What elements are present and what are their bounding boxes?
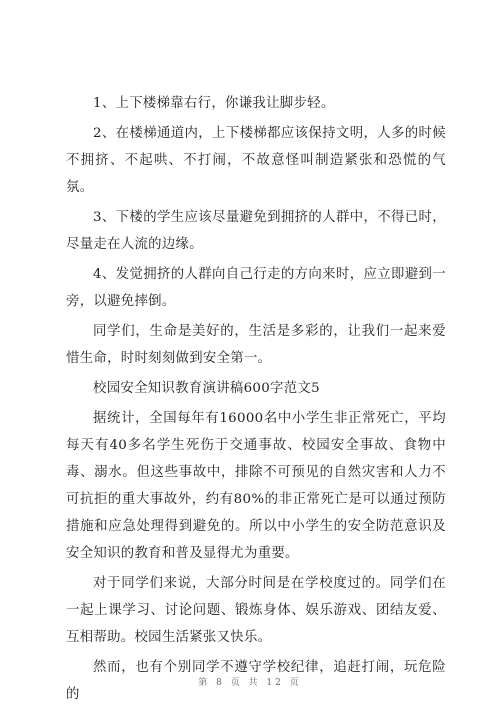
paragraph-7: 对于同学们来说，大部分时间是在学校度过的。同学们在一起上课学习、讨论问题、锻炼身体、娱乐游戏、团结友爱、互相帮助。校园生活紧张又快乐。 <box>66 576 446 645</box>
paragraph-1: 1、上下楼梯靠右行，你谦我让脚步轻。 <box>93 96 335 111</box>
page-content <box>66 90 446 711</box>
paragraph-6: 据统计，全国每年有16000名中小学生非正常死亡，平均每天有40多名学生死伤于交通事故、校园安全事故、食物中毒、溺水。但这些事故中，排除不可预见的自然灾害和人力不可抗拒的重大事故外，约有80%的非正常死亡是可以通过预防措施和应急处理得到避免的。所以中小学生的安全防范意识及安全知识的教育和普及显得尤为重要。 <box>66 411 446 561</box>
paragraph-2: 2、在楼梯通道内，上下楼梯都应该保持文明，人多的时候不拥挤、不起哄、不打闹，不故意怪叫制造紧张和恐慌的气氛。 <box>66 126 446 195</box>
page-footer: 第 8 页 共 12 页 <box>198 678 302 688</box>
section-heading: 校园安全知识教育演讲稿600字范文5 <box>93 381 320 396</box>
paragraph-5: 同学们，生命是美好的，生活是多彩的，让我们一起来爱惜生命，时时刻刻做到安全第一。 <box>66 324 446 366</box>
paragraph-8: 然而，也有个别同学不遵守学校纪律，追赶打闹，玩危险的 <box>66 660 446 702</box>
paragraph-3: 3、下楼的学生应该尽量避免到拥挤的人群中，不得已时，尽量走在人流的边缘。 <box>66 210 446 252</box>
paragraph-4: 4、发觉拥挤的人群向自己行走的方向来时，应立即避到一旁，以避免摔倒。 <box>66 267 446 309</box>
